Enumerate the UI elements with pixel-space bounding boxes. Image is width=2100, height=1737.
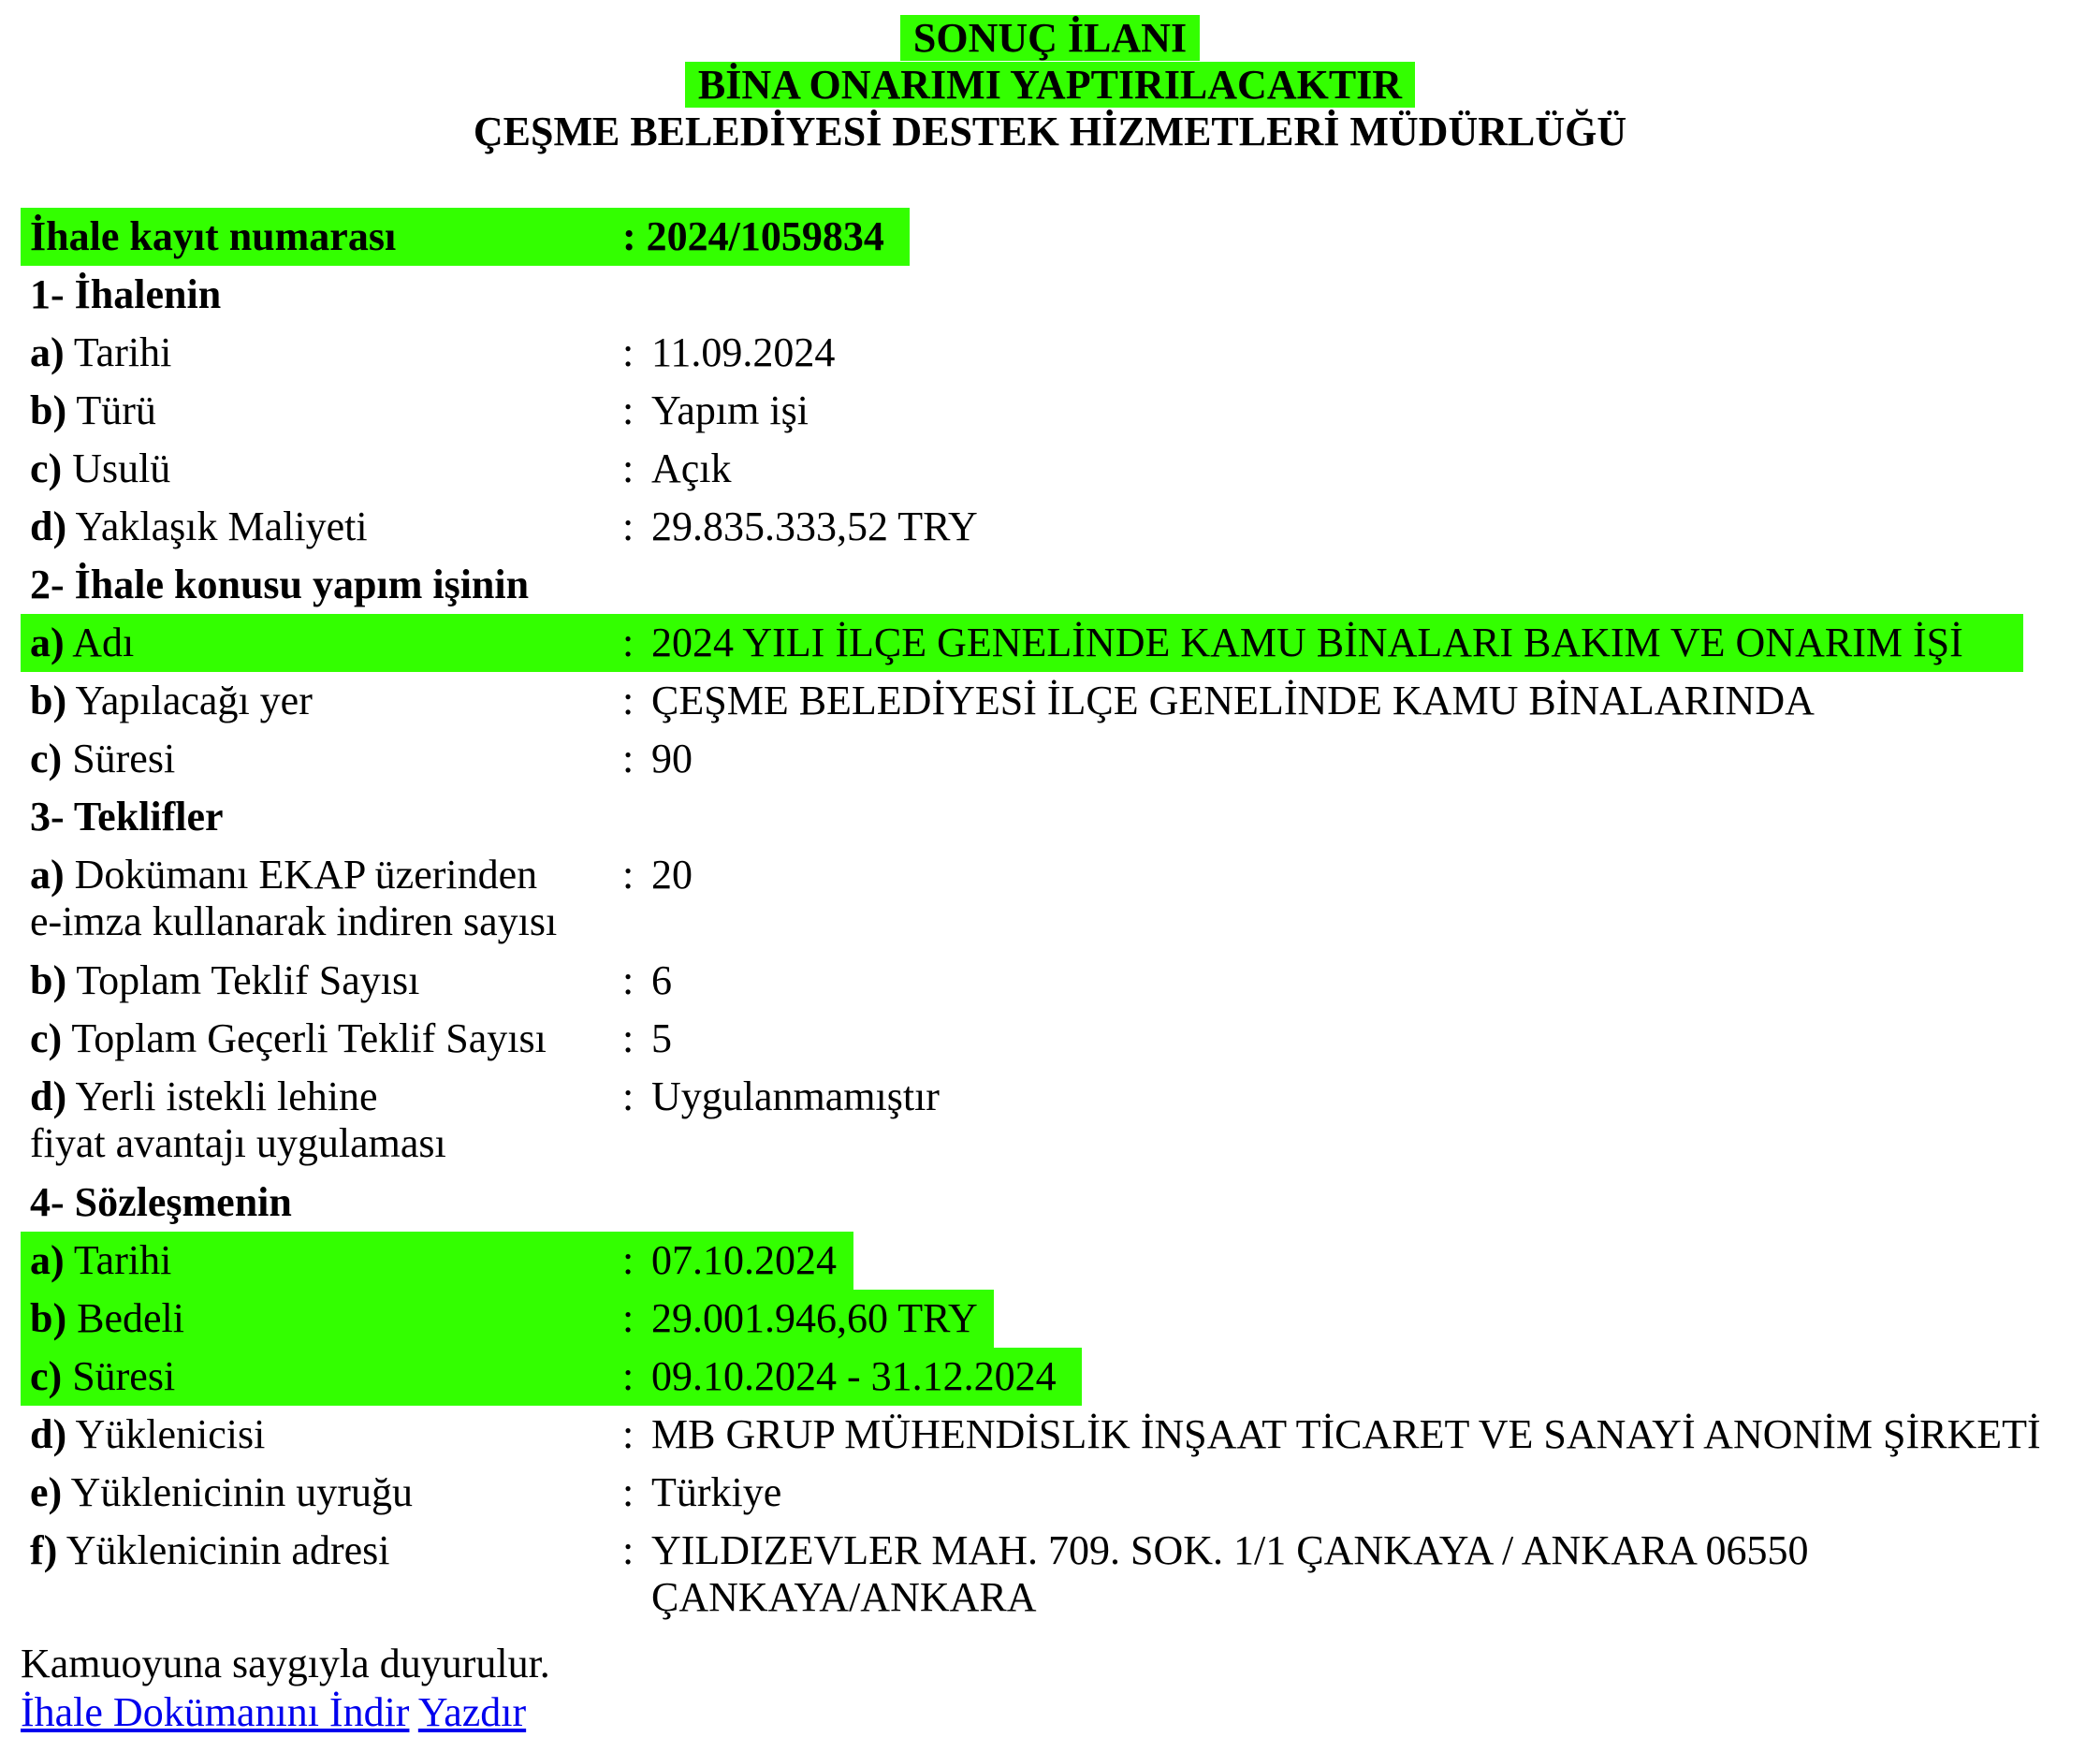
contract-date-value: 07.10.2024 <box>651 1237 837 1283</box>
title-institution: ÇEŞME BELEDİYESİ DESTEK HİZMETLERİ MÜDÜRLÜĞÜ <box>473 109 1627 154</box>
downloaders-value: 20 <box>651 852 693 898</box>
row-letter: a) <box>30 620 65 665</box>
valid-bids-value: 5 <box>651 1015 672 1061</box>
row-letter: d) <box>30 1411 67 1457</box>
download-document-link[interactable]: İhale Dokümanını İndir <box>21 1689 410 1735</box>
valid-bids-label: Toplam Geçerli Teklif Sayısı <box>71 1015 547 1061</box>
work-name-value: 2024 YILI İLÇE GENELİNDE KAMU BİNALARI BAKIM VE ONARIM İŞİ <box>651 620 1963 665</box>
detail-row <box>21 1464 2089 1522</box>
colon: : <box>622 678 634 723</box>
print-link[interactable]: Yazdır <box>417 1689 527 1735</box>
contract-date-label: Tarihi <box>73 1237 172 1283</box>
detail-row <box>21 498 2089 556</box>
colon: : <box>622 1469 634 1515</box>
contractor-label: Yüklenicisi <box>75 1411 266 1457</box>
announcement-details <box>21 208 2089 1628</box>
row-letter: c) <box>30 1015 63 1061</box>
detail-row <box>21 1068 2089 1174</box>
work-location-value: ÇEŞME BELEDİYESİ İLÇE GENELİNDE KAMU BİNALARINDA <box>651 678 1815 723</box>
section-heading <box>21 266 2089 324</box>
colon: : <box>622 957 634 1003</box>
colon: : <box>622 1411 634 1457</box>
colon: : <box>622 329 634 375</box>
detail-row <box>21 1290 2089 1348</box>
contract-price-value: 29.001.946,60 TRY <box>651 1295 978 1341</box>
detail-row <box>21 382 2089 440</box>
row-letter: a) <box>30 1237 65 1283</box>
colon: : <box>622 1295 634 1341</box>
tender-type-value: Yapım işi <box>651 387 809 433</box>
contractor-nationality-label: Yüklenicinin uyruğu <box>70 1469 413 1515</box>
domestic-advantage-label: Yerli istekli lehine <box>75 1073 378 1119</box>
contractor-address-value: YILDIZEVLER MAH. 709. SOK. 1/1 ÇANKAYA / ANKARA 06550 <box>651 1527 1809 1573</box>
detail-row <box>21 952 2089 1010</box>
row-letter: d) <box>30 504 67 549</box>
detail-row <box>21 324 2089 382</box>
total-bids-value: 6 <box>651 957 672 1003</box>
row-letter: b) <box>30 957 67 1003</box>
total-bids-label: Toplam Teklif Sayısı <box>76 957 420 1003</box>
domestic-advantage-value: Uygulanmamıştır <box>651 1073 940 1119</box>
title-subject: BİNA ONARIMI YAPTIRILACAKTIR <box>685 62 1415 108</box>
row-letter: b) <box>30 387 67 433</box>
contractor-nationality-value: Türkiye <box>651 1469 782 1515</box>
approx-cost-value: 29.835.333,52 TRY <box>651 504 978 549</box>
colon: : <box>622 1353 634 1399</box>
detail-row <box>21 1348 2089 1406</box>
detail-row <box>21 614 2089 672</box>
contractor-address-label: Yüklenicinin adresi <box>66 1527 390 1573</box>
contract-duration-label: Süresi <box>72 1353 176 1399</box>
colon: : <box>622 852 634 898</box>
detail-row <box>21 440 2089 498</box>
row-letter: d) <box>30 1073 67 1119</box>
row-letter: c) <box>30 1353 63 1399</box>
row-letter: c) <box>30 445 63 491</box>
public-notice-text: Kamuoyuna saygıyla duyurulur. <box>21 1641 550 1686</box>
registration-value: : 2024/1059834 <box>622 213 884 259</box>
contractor-value: MB GRUP MÜHENDİSLİK İNŞAAT TİCARET VE SANAYİ ANONİM ŞİRKETİ <box>651 1411 2041 1457</box>
downloaders-label-line2: e-imza kullanarak indiren sayısı <box>30 898 558 944</box>
work-name-label: Adı <box>72 620 135 665</box>
row-letter: a) <box>30 852 65 898</box>
downloaders-label: Dokümanı EKAP üzerinden <box>74 852 538 898</box>
work-duration-value: 90 <box>651 736 693 781</box>
detail-row <box>21 672 2089 730</box>
work-location-label: Yapılacağı yer <box>75 678 313 723</box>
colon: : <box>622 1237 634 1283</box>
row-letter: a) <box>30 329 65 375</box>
section-heading <box>21 556 2089 614</box>
tender-date-label: Tarihi <box>73 329 172 375</box>
title-result-notice: SONUÇ İLANI <box>900 15 1200 61</box>
row-letter: c) <box>30 736 63 781</box>
detail-row <box>21 730 2089 788</box>
section-1-title: 1- İhalenin <box>30 271 222 317</box>
contractor-address-value-line2: ÇANKAYA/ANKARA <box>651 1574 1037 1620</box>
work-duration-label: Süresi <box>72 736 176 781</box>
footer-links <box>21 1688 550 1737</box>
tender-method-label: Usulü <box>72 445 171 491</box>
row-letter: f) <box>30 1527 58 1573</box>
detail-row <box>21 846 2089 952</box>
detail-row <box>21 1010 2089 1068</box>
detail-row <box>21 1406 2089 1464</box>
colon: : <box>622 387 634 433</box>
section-3-title: 3- Teklifler <box>30 794 224 839</box>
row-letter: b) <box>30 1295 67 1341</box>
tender-type-label: Türü <box>76 387 156 433</box>
row-letter: b) <box>30 678 67 723</box>
colon: : <box>622 1527 634 1573</box>
contract-price-label: Bedeli <box>77 1295 184 1341</box>
domestic-advantage-label-line2: fiyat avantajı uygulaması <box>30 1120 446 1166</box>
section-4-title: 4- Sözleşmenin <box>30 1179 292 1225</box>
section-2-title: 2- İhale konusu yapım işinin <box>30 562 530 607</box>
detail-row <box>21 1232 2089 1290</box>
colon: : <box>622 736 634 781</box>
tender-method-value: Açık <box>651 445 732 491</box>
colon: : <box>622 1015 634 1061</box>
colon: : <box>622 1073 634 1119</box>
tender-date-value: 11.09.2024 <box>651 329 836 375</box>
contract-duration-value: 09.10.2024 - 31.12.2024 <box>651 1353 1057 1399</box>
footer <box>21 1640 550 1737</box>
detail-row <box>21 1522 2089 1628</box>
colon: : <box>622 620 634 665</box>
registration-label: İhale kayıt numarası <box>30 213 397 259</box>
row-letter: e) <box>30 1469 63 1515</box>
colon: : <box>622 445 634 491</box>
colon: : <box>622 504 634 549</box>
approx-cost-label: Yaklaşık Maliyeti <box>75 504 368 549</box>
section-heading <box>21 1174 2089 1232</box>
announcement-header <box>0 15 2100 155</box>
section-heading <box>21 788 2089 846</box>
registration-row <box>21 208 2089 266</box>
